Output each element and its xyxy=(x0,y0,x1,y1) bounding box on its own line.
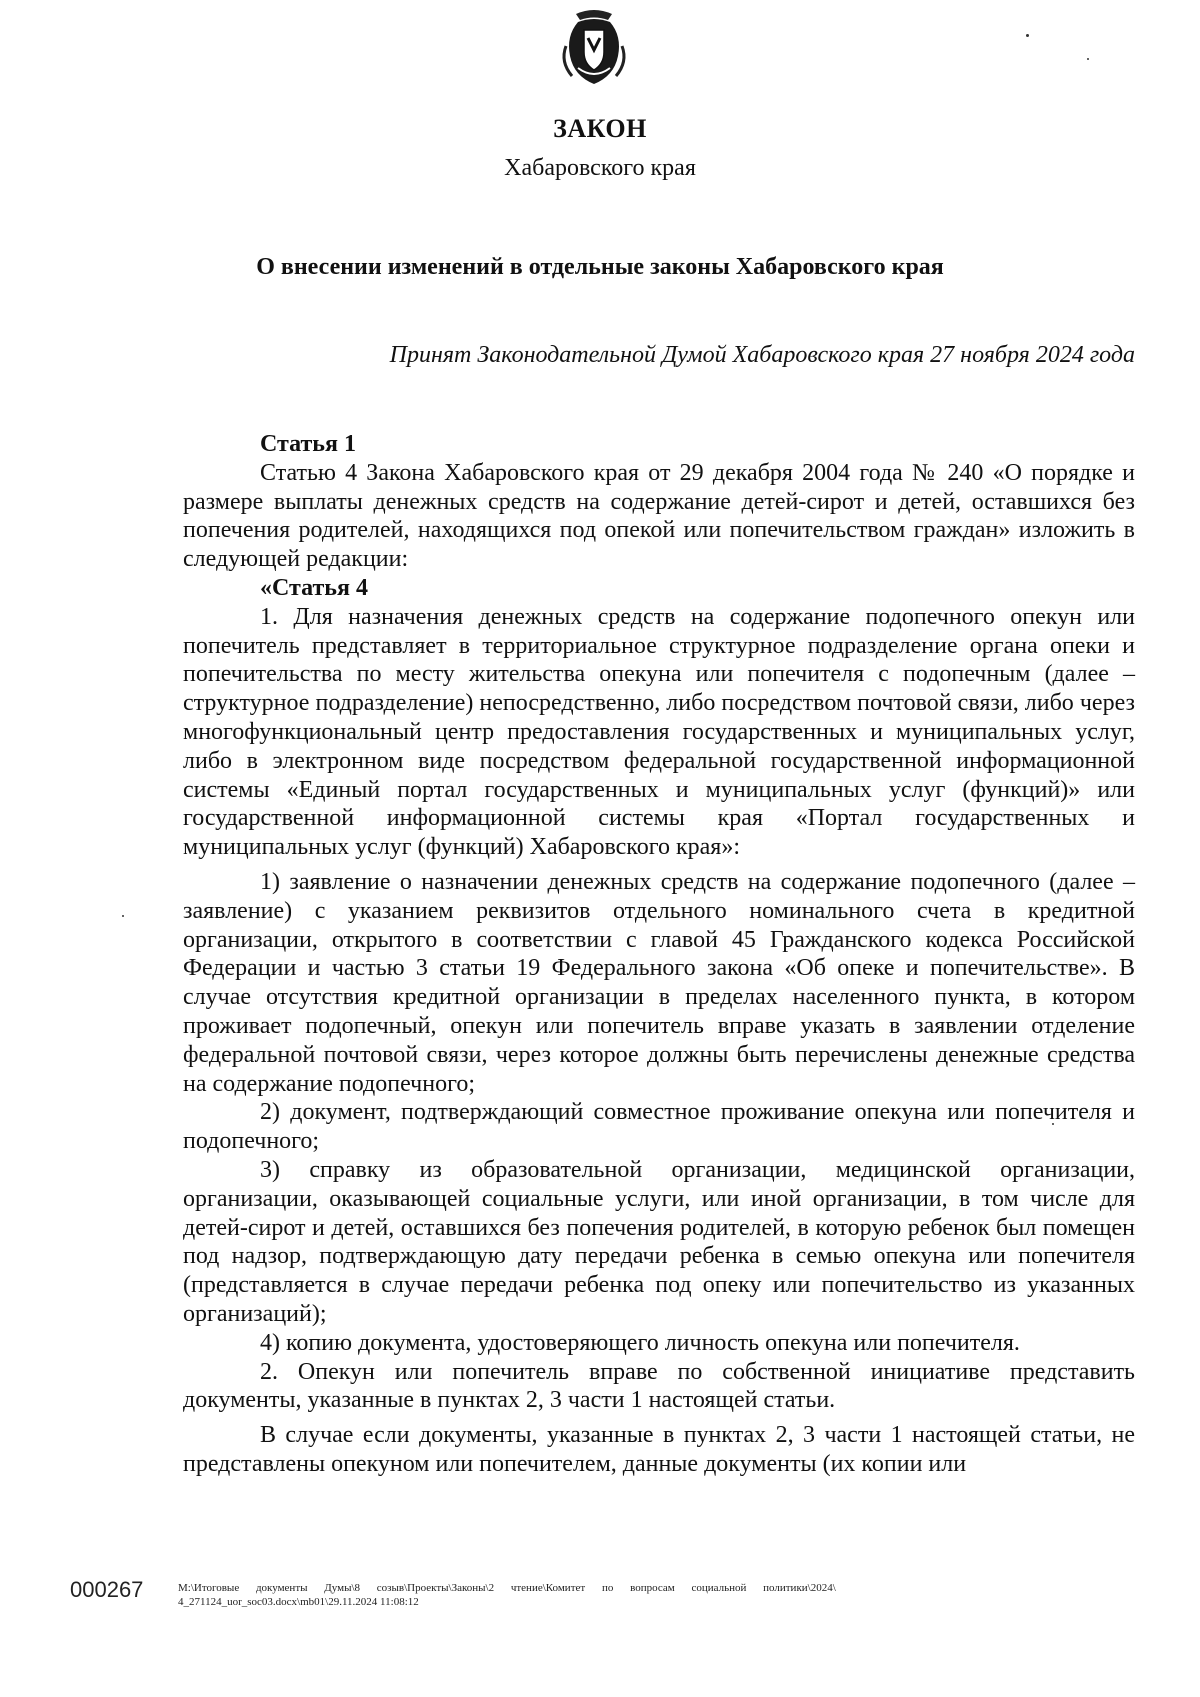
law-heading: О внесении изменений в отдельные законы Хабаровского края xyxy=(256,254,944,280)
document-title: ЗАКОН xyxy=(553,114,647,143)
paragraph-2: 2. Опекун или попечитель вправе по собственной инициативе представить документы, указанные в пунктах 2, 3 части 1 настоящей статьи. xyxy=(183,1358,1135,1414)
item-4-paragraph: 4) копию документа, удостоверяющего личность опекуна или попечителя. xyxy=(260,1329,1020,1356)
item-2-paragraph: 2) документ, подтверждающий совместное проживание опекуна или попечителя и подопечного; xyxy=(183,1099,1135,1155)
adoption-line: Принят Законодательной Думой Хабаровского края 27 ноября 2024 года xyxy=(389,342,1135,368)
coat-of-arms-emblem xyxy=(548,6,640,90)
document-subtitle: Хабаровского края xyxy=(504,155,696,181)
paragraph-1: 1. Для назначения денежных средств на содержание подопечного опекун или попечитель представляет в территориальное структурное подразделение органа опеки и попечительства по месту жительства опекуна или попечителя с подопечным (далее – структурное подразделение) непосредственно, либо посредством почтовой связи, либо через многофункциональный центр предоставления государственных и муниципальных услуг, либо в электронном виде посредством федеральной государственной информационной системы «Единый портал государственных и муниципальных услуг (функций)» или государственной информационной системы края «Портал государственных и муниципальных услуг (функций) Хабаровского края»: xyxy=(183,603,1135,861)
article-intro-paragraph: Статью 4 Закона Хабаровского края от 29 декабря 2004 года № 240 «О порядке и размере выплаты денежных средств на содержание детей-сирот и детей, оставшихся без попечения родителей, находящихся под опекой или попечительством граждан» изложить в следующей редакции: xyxy=(183,459,1135,573)
scan-speck xyxy=(1026,34,1029,37)
item-1-paragraph: 1) заявление о назначении денежных средств на содержание подопечного (далее – заявление) с указанием реквизитов отдельного номинального счета в кредитной организации, открытого в соответствии с главой 45 Гражданского кодекса Российской Федерации и частью 3 статьи 19 Федерального закона «Об опеке и попечительстве». В случае отсутствия кредитной организации в пределах населенного пункта, в котором проживает подопечный, опекун или попечитель вправе указать в заявлении отделение федеральной почтовой связи, через которое должны быть перечислены денежные средства на содержание подопечного; xyxy=(183,868,1135,1097)
scan-speck xyxy=(1087,58,1089,60)
footer-path-line-1: M:\Итоговые документы Думы\8 созыв\Проекты\Законы\2 чтение\Комитет по вопросам социальной политики\2024\ xyxy=(178,1582,836,1594)
scan-speck xyxy=(122,915,124,917)
quoted-article-heading: «Статья 4 xyxy=(260,574,368,601)
paragraph-2-continuation: В случае если документы, указанные в пунктах 2, 3 части 1 настоящей статьи, не представлены опекуном или попечителем, данные документы (их копии или xyxy=(183,1422,1135,1477)
footer-path-line-2: 4_271124_uor_soc03.docx\mb01\29.11.2024 11:08:12 xyxy=(178,1596,419,1608)
footer-file-path xyxy=(178,1581,1135,1609)
article-heading: Статья 1 xyxy=(260,431,356,457)
item-3-paragraph: 3) справку из образовательной организации, медицинской организации, организации, оказывающей социальные услуги, или иной организации, в том числе для детей-сирот и детей, оставшихся без попечения родителей, в которую ребенок был помещен под надзор, подтверждающую дату передачи ребенка в семью опекуна или попечителя (представляется в случае передачи ребенка под опеку или попечительство из указанных организаций); xyxy=(183,1156,1135,1327)
registration-number: 000267 xyxy=(70,1577,144,1602)
document-body xyxy=(183,430,1135,1479)
